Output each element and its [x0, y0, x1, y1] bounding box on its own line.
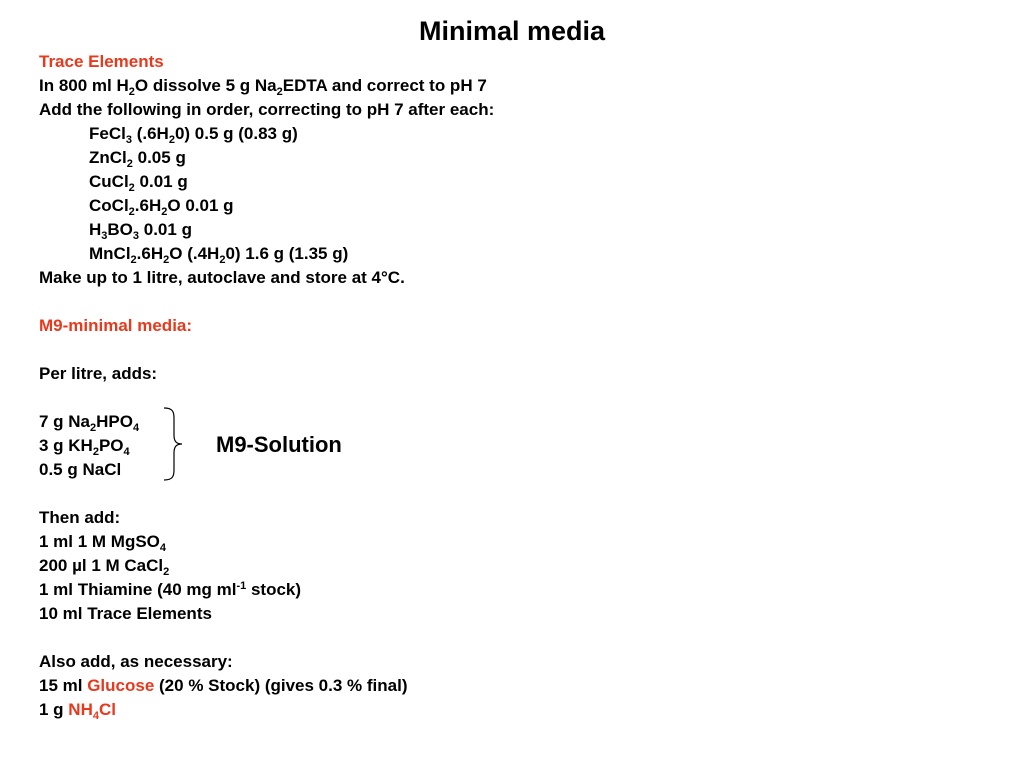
m9-solution-label: M9-Solution: [216, 432, 342, 457]
spacer: [39, 338, 494, 362]
m9-item-glucose: 15 ml Glucose (20 % Stock) (gives 0.3 % final): [39, 676, 408, 695]
trace-item-mncl2: $MnCl_2.6H_2O$ $(.4H_20)$ 1.6 g (1.35 g): [89, 244, 349, 266]
spacer: [39, 482, 494, 506]
m9-item-cacl2: 200 µl 1 M CaCl$_2$: [39, 556, 170, 578]
trace-item-cocl2: $CoCl_2.6H_2O$ 0.01 g: [89, 196, 234, 218]
trace-item-zncl2: ZnCl$_2$ 0.05 g: [89, 148, 186, 170]
trace-item-fecl3: FeCl$_3$ $(.6H_20)$ 0.5 g (0.83 g): [89, 124, 298, 146]
m9-item-trace-elements: 10 ml Trace Elements: [39, 604, 212, 623]
trace-line-make-up: Make up to 1 litre, autoclave and store at 4°C.: [39, 268, 405, 287]
page-title: Minimal media: [418, 16, 606, 46]
m9-item-na2hpo4: 7 g $Na_2HPO_4$: [39, 412, 140, 434]
trace-item-h3bo3: $H_3BO_3$ 0.01 g: [89, 220, 192, 242]
spacer: [39, 290, 494, 314]
document-body: [39, 50, 494, 722]
curly-brace: [162, 406, 186, 482]
m9-then-add: Then add:: [39, 508, 121, 527]
m9-item-nacl: 0.5 g NaCl: [39, 460, 122, 479]
m9-item-thiamine: 1 ml Thiamine (40 mg $ml^{-1}$ stock): [39, 580, 302, 599]
trace-line-add-following: Add the following in order, correcting to pH 7 after each:: [39, 100, 495, 119]
m9-item-mgso4: 1 ml 1 M MgSO$_4$: [39, 532, 167, 554]
m9-per-litre: Per litre, adds:: [39, 364, 158, 383]
m9-item-nh4cl: 1 g $NH_4Cl$: [39, 700, 116, 722]
spacer: [39, 386, 494, 410]
trace-line-dissolve: In 800 ml $H_2O$ dissolve 5 g $Na_2EDTA$ and correct to pH 7: [39, 76, 487, 98]
m9-heading: M9-minimal media:: [39, 316, 193, 335]
trace-item-cucl2: CuCl$_2$ 0.01 g: [89, 172, 188, 194]
trace-elements-heading: Trace Elements: [39, 52, 164, 71]
spacer: [39, 626, 494, 650]
m9-also-add: Also add, as necessary:: [39, 652, 233, 671]
m9-item-kh2po4: 3 g $KH_2PO_4$: [39, 436, 130, 458]
